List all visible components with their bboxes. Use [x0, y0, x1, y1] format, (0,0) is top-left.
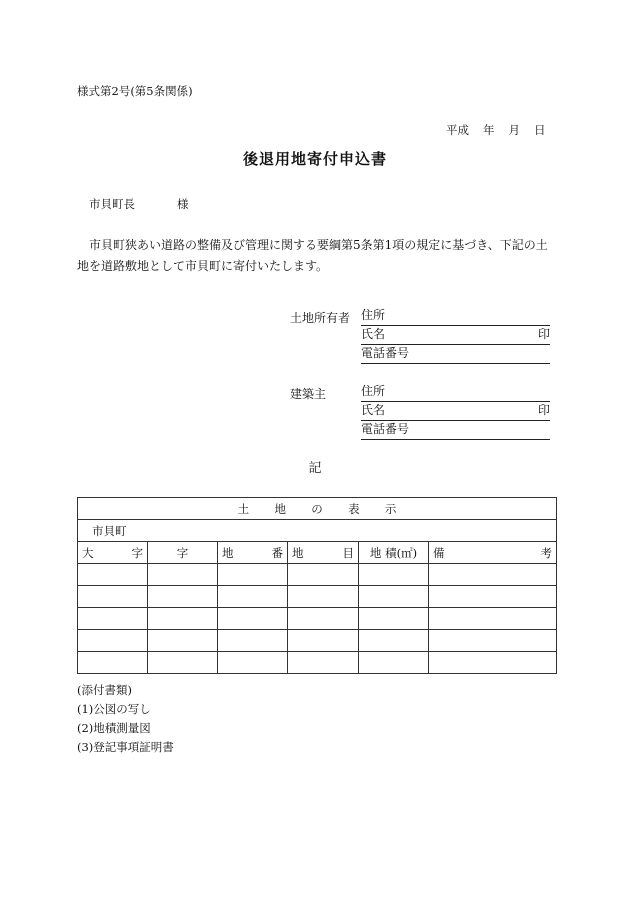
- addressee: [89, 199, 189, 211]
- header-char: 大: [82, 545, 94, 560]
- cell-oaza[interactable]: [78, 586, 148, 608]
- land-table-row: [78, 564, 557, 586]
- header-char: 字: [176, 545, 189, 560]
- header-char: 地: [222, 545, 234, 560]
- header-char: 地 積(㎡): [369, 545, 418, 560]
- cell-oaza[interactable]: [78, 608, 148, 630]
- cell-chimoku[interactable]: [288, 608, 359, 630]
- cell-chiban[interactable]: [218, 586, 288, 608]
- owner-phone-label: 電話番号: [361, 346, 410, 360]
- cell-area[interactable]: [359, 564, 429, 586]
- owner-name-label: 氏名: [361, 327, 386, 341]
- owner-name-field[interactable]: [361, 328, 550, 345]
- header-char: 目: [342, 545, 354, 560]
- header-aza: [148, 542, 218, 564]
- attachment-item: (1)公図の写し: [77, 702, 151, 716]
- header-chimoku: [288, 542, 359, 564]
- owner-address-field[interactable]: [361, 309, 550, 326]
- header-remarks: [429, 542, 557, 564]
- addressee-name: 市貝町長: [89, 197, 135, 211]
- header-chiban: [218, 542, 288, 564]
- builder-address-label: 住所: [361, 384, 386, 398]
- owner-seal-mark: 印: [537, 327, 550, 341]
- header-oaza: [78, 542, 148, 564]
- cell-chiban[interactable]: [218, 630, 288, 652]
- land-table-row: [78, 586, 557, 608]
- land-table-row: [78, 652, 557, 674]
- builder-phone-field[interactable]: [361, 423, 550, 440]
- header-char: 字: [131, 545, 143, 560]
- cell-area[interactable]: [359, 630, 429, 652]
- cell-aza[interactable]: [148, 608, 218, 630]
- addressee-honorific: 様: [177, 197, 189, 211]
- cell-chimoku[interactable]: [288, 586, 359, 608]
- header-char: 考: [540, 545, 553, 560]
- application-statement: 市貝町狭あい道路の整備及び管理に関する要綱第5条第1項の規定に基づき、下記の土地を道路敷地として市貝町に寄付いたします。: [77, 238, 548, 273]
- cell-area[interactable]: [359, 608, 429, 630]
- cell-area[interactable]: [359, 652, 429, 674]
- attachments-heading: (添付書類): [77, 683, 132, 697]
- land-table-row: [78, 630, 557, 652]
- cell-remarks[interactable]: [429, 652, 557, 674]
- title-char: 表: [348, 501, 360, 516]
- form-number: 様式第2号(第5条関係): [77, 84, 193, 98]
- builder-name-label: 氏名: [361, 403, 386, 417]
- document-title: 後退用地寄付申込書: [242, 150, 387, 168]
- cell-chiban[interactable]: [218, 652, 288, 674]
- cell-remarks[interactable]: [429, 586, 557, 608]
- builder-name-field[interactable]: [361, 404, 550, 421]
- date-year: 年: [483, 123, 495, 137]
- title-char: 地: [274, 501, 286, 516]
- header-area: [359, 542, 429, 564]
- town-name-cell: 市貝町: [78, 520, 557, 542]
- cell-oaza[interactable]: [78, 652, 148, 674]
- owner-address-label: 住所: [361, 308, 386, 322]
- cell-area[interactable]: [359, 586, 429, 608]
- cell-chiban[interactable]: [218, 564, 288, 586]
- builder-phone-label: 電話番号: [361, 422, 410, 436]
- land-table-row: [78, 608, 557, 630]
- date-line: [446, 125, 546, 137]
- land-table-header-row: [78, 542, 557, 564]
- attachment-item: (3)登記事項証明書: [77, 740, 174, 754]
- date-month: 月: [508, 123, 520, 137]
- date-day: 日: [534, 123, 546, 137]
- owner-label: 土地所有者: [290, 311, 351, 325]
- attachment-item: (2)地積測量図: [77, 721, 151, 735]
- cell-oaza[interactable]: [78, 564, 148, 586]
- cell-chimoku[interactable]: [288, 564, 359, 586]
- cell-remarks[interactable]: [429, 564, 557, 586]
- cell-oaza[interactable]: [78, 630, 148, 652]
- land-table-title: [78, 498, 557, 520]
- builder-label: 建築主: [290, 387, 327, 401]
- cell-chiban[interactable]: [218, 608, 288, 630]
- header-char: 番: [271, 545, 283, 560]
- cell-aza[interactable]: [148, 652, 218, 674]
- cell-remarks[interactable]: [429, 608, 557, 630]
- cell-aza[interactable]: [148, 564, 218, 586]
- owner-phone-field[interactable]: [361, 347, 550, 364]
- title-char: 示: [384, 501, 397, 516]
- ki-heading: 記: [308, 461, 322, 476]
- builder-seal-mark: 印: [537, 403, 550, 417]
- title-char: 土: [237, 501, 250, 516]
- builder-address-field[interactable]: [361, 385, 550, 402]
- header-char: 地: [292, 545, 304, 560]
- land-description-table: [77, 497, 557, 674]
- title-char: の: [311, 501, 323, 516]
- date-era: 平成: [446, 123, 469, 137]
- cell-aza[interactable]: [148, 630, 218, 652]
- cell-chimoku[interactable]: [288, 630, 359, 652]
- header-char: 備: [433, 545, 445, 560]
- cell-chimoku[interactable]: [288, 652, 359, 674]
- cell-aza[interactable]: [148, 586, 218, 608]
- cell-remarks[interactable]: [429, 630, 557, 652]
